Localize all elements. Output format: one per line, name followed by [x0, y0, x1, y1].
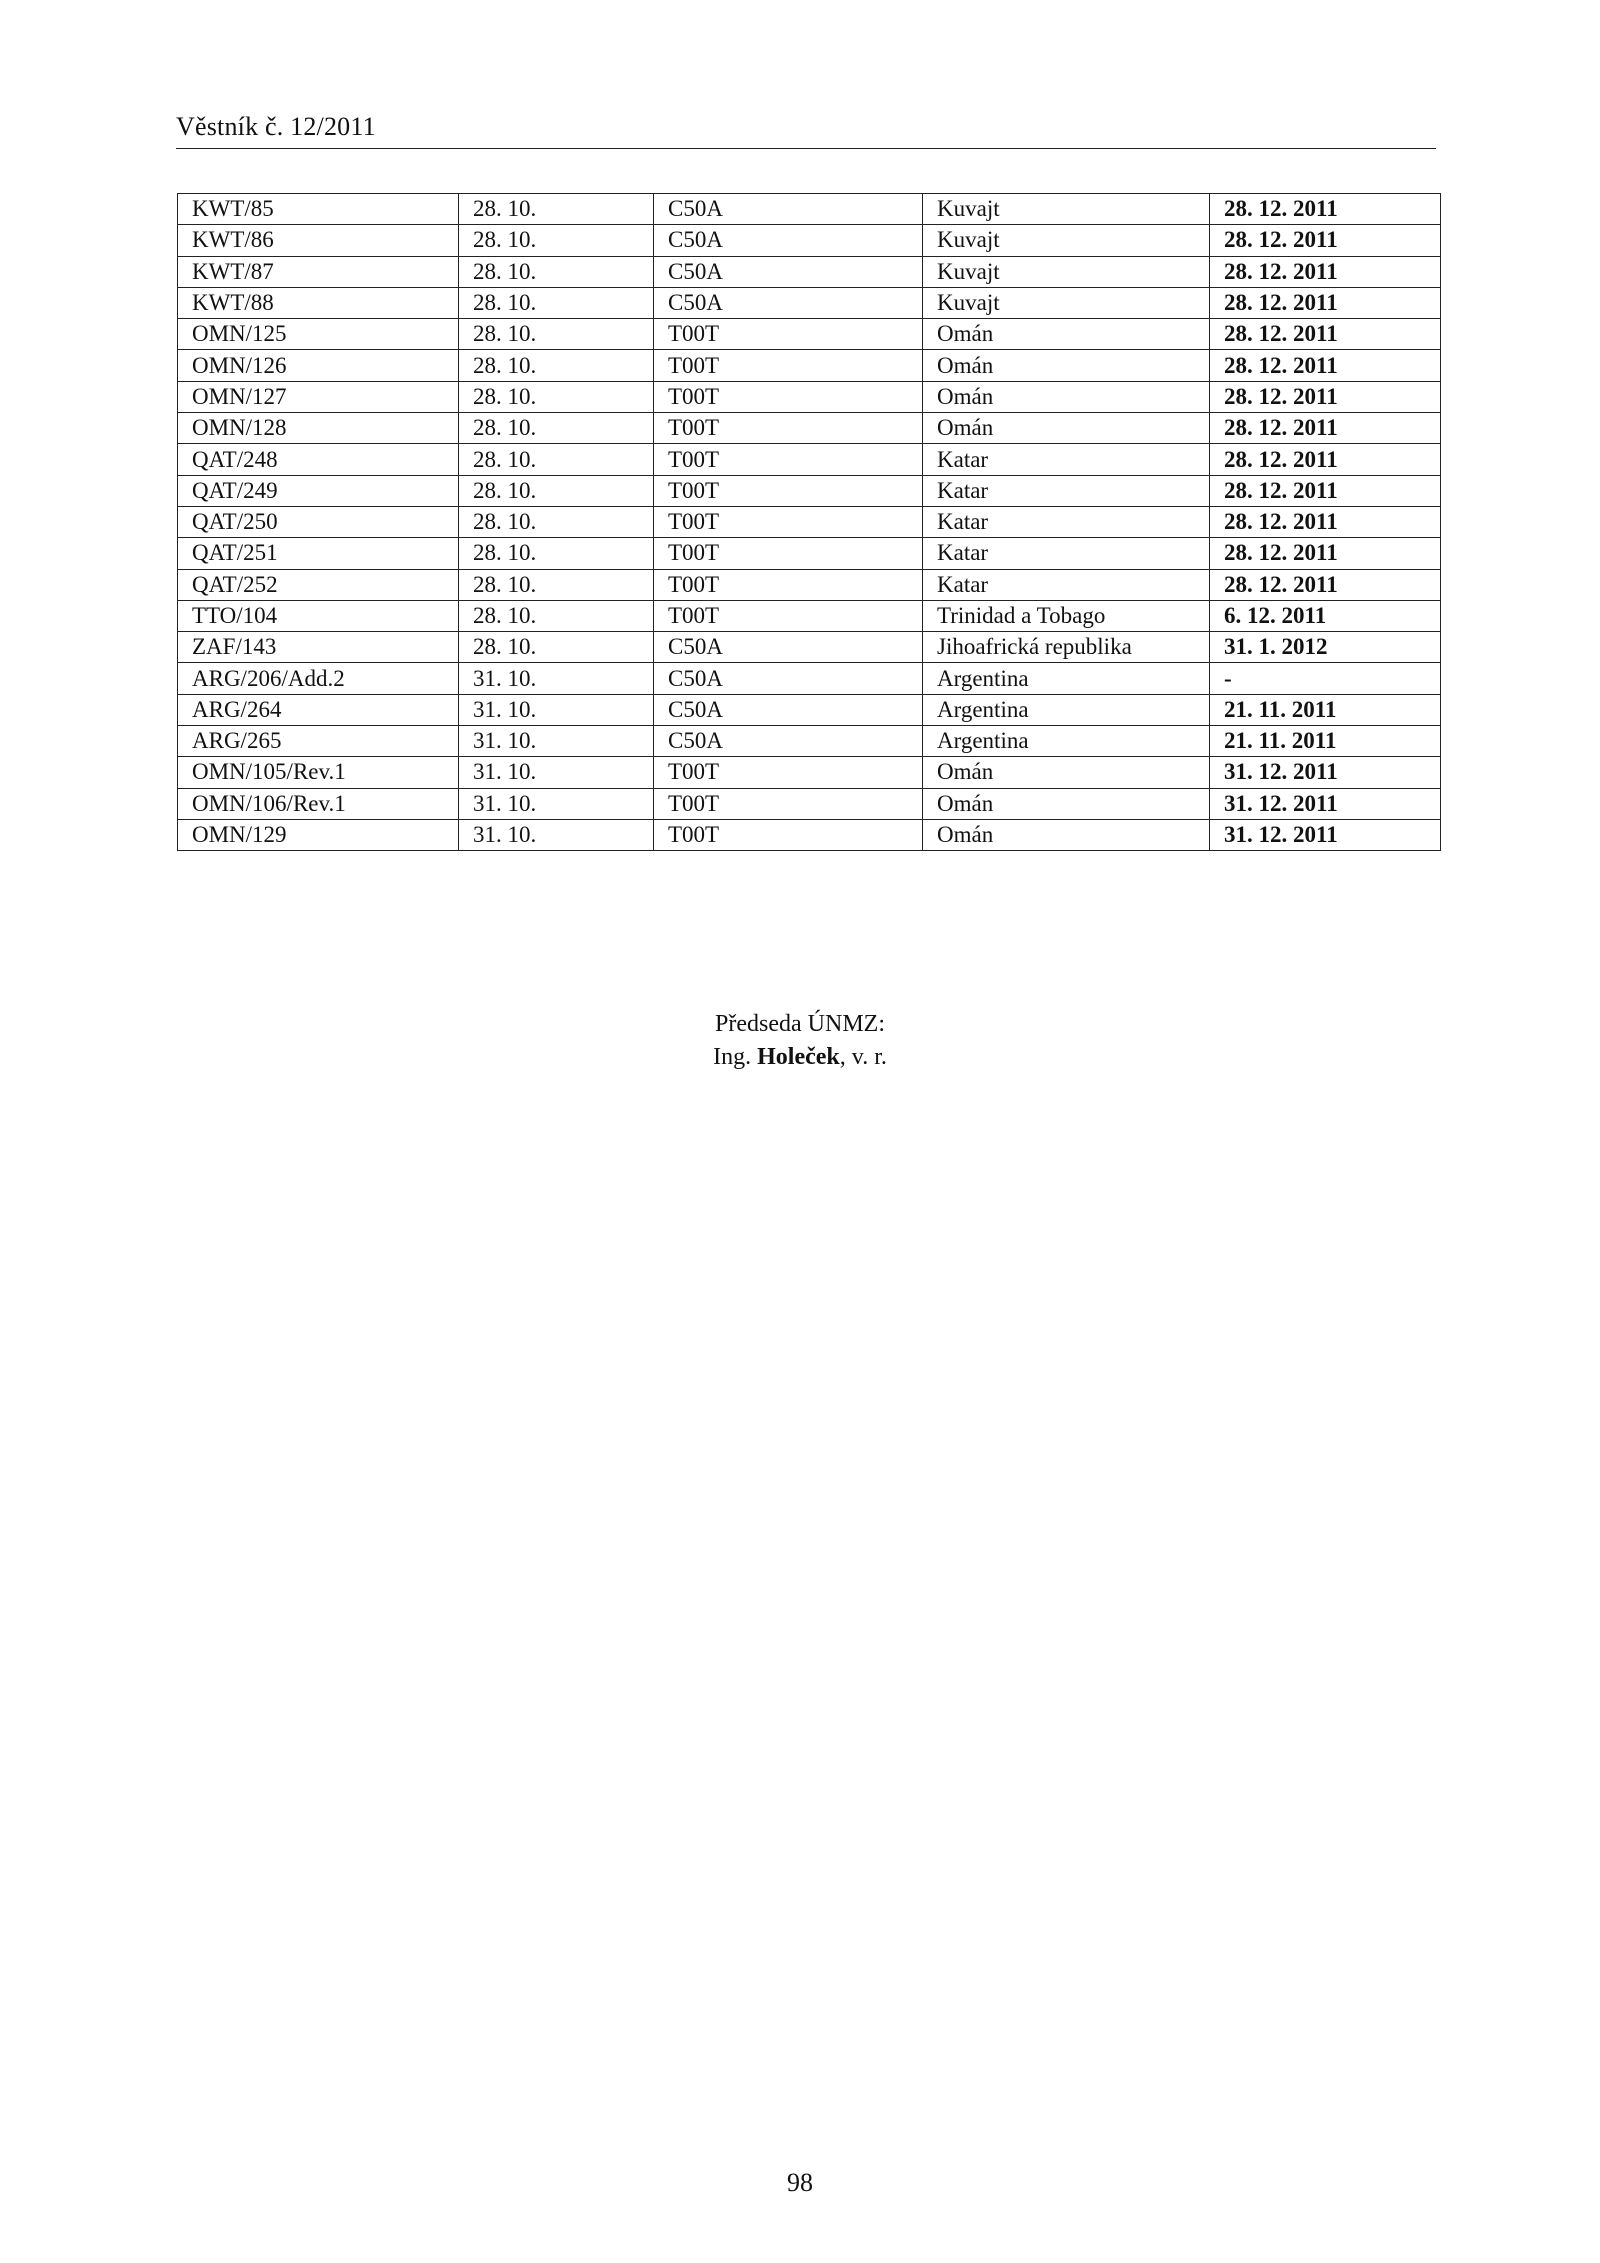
cell-deadline: 28. 12. 2011	[1210, 506, 1441, 537]
signature-prefix: Ing.	[713, 1044, 758, 1070]
cell-code: OMN/125	[178, 319, 459, 350]
cell-deadline: -	[1210, 663, 1441, 694]
table-row	[178, 632, 1441, 663]
table-row	[178, 225, 1441, 256]
table-row	[178, 538, 1441, 569]
cell-country: Argentina	[923, 694, 1210, 725]
cell-code: QAT/252	[178, 569, 459, 600]
cell-deadline: 28. 12. 2011	[1210, 319, 1441, 350]
cell-classification: C50A	[654, 256, 923, 287]
cell-classification: T00T	[654, 788, 923, 819]
table-row	[178, 694, 1441, 725]
cell-deadline: 31. 12. 2011	[1210, 757, 1441, 788]
table-row	[178, 381, 1441, 412]
page-number: 98	[787, 2168, 813, 2197]
table-row	[178, 350, 1441, 381]
cell-classification: T00T	[654, 444, 923, 475]
cell-country: Kuvajt	[923, 287, 1210, 318]
signature-suffix: , v. r.	[839, 1044, 887, 1070]
cell-date: 28. 10.	[459, 413, 654, 444]
cell-country: Kuvajt	[923, 194, 1210, 225]
cell-date: 28. 10.	[459, 381, 654, 412]
cell-country: Argentina	[923, 663, 1210, 694]
cell-date: 28. 10.	[459, 319, 654, 350]
cell-date: 28. 10.	[459, 287, 654, 318]
table-row	[178, 194, 1441, 225]
cell-code: OMN/127	[178, 381, 459, 412]
cell-date: 28. 10.	[459, 225, 654, 256]
cell-deadline: 28. 12. 2011	[1210, 194, 1441, 225]
cell-deadline: 31. 1. 2012	[1210, 632, 1441, 663]
notifications-table	[177, 193, 1441, 851]
cell-date: 28. 10.	[459, 538, 654, 569]
table-row	[178, 788, 1441, 819]
cell-code: OMN/128	[178, 413, 459, 444]
cell-country: Omán	[923, 788, 1210, 819]
cell-deadline: 31. 12. 2011	[1210, 788, 1441, 819]
cell-country: Omán	[923, 319, 1210, 350]
cell-deadline: 21. 11. 2011	[1210, 694, 1441, 725]
cell-date: 31. 10.	[459, 788, 654, 819]
cell-country: Trinidad a Tobago	[923, 600, 1210, 631]
cell-classification: C50A	[654, 225, 923, 256]
bulletin-title: Věstník č. 12/2011	[176, 112, 376, 141]
table-row	[178, 444, 1441, 475]
cell-country: Katar	[923, 475, 1210, 506]
cell-date: 31. 10.	[459, 726, 654, 757]
cell-deadline: 31. 12. 2011	[1210, 819, 1441, 850]
cell-code: OMN/105/Rev.1	[178, 757, 459, 788]
table-row	[178, 319, 1441, 350]
cell-code: QAT/250	[178, 506, 459, 537]
cell-classification: C50A	[654, 726, 923, 757]
table-row	[178, 663, 1441, 694]
cell-date: 28. 10.	[459, 256, 654, 287]
cell-date: 28. 10.	[459, 600, 654, 631]
cell-classification: T00T	[654, 819, 923, 850]
table-row	[178, 600, 1441, 631]
cell-code: TTO/104	[178, 600, 459, 631]
cell-deadline: 28. 12. 2011	[1210, 444, 1441, 475]
cell-date: 31. 10.	[459, 663, 654, 694]
cell-date: 28. 10.	[459, 444, 654, 475]
table-row	[178, 287, 1441, 318]
cell-code: QAT/249	[178, 475, 459, 506]
cell-deadline: 28. 12. 2011	[1210, 225, 1441, 256]
cell-classification: T00T	[654, 475, 923, 506]
cell-classification: T00T	[654, 506, 923, 537]
table-row	[178, 256, 1441, 287]
cell-deadline: 28. 12. 2011	[1210, 538, 1441, 569]
cell-date: 31. 10.	[459, 819, 654, 850]
cell-classification: T00T	[654, 538, 923, 569]
cell-country: Omán	[923, 757, 1210, 788]
cell-classification: C50A	[654, 632, 923, 663]
cell-deadline: 28. 12. 2011	[1210, 413, 1441, 444]
cell-classification: C50A	[654, 194, 923, 225]
signature-surname: Holeček	[757, 1044, 840, 1070]
cell-date: 28. 10.	[459, 632, 654, 663]
cell-country: Katar	[923, 444, 1210, 475]
cell-country: Omán	[923, 381, 1210, 412]
cell-code: ARG/206/Add.2	[178, 663, 459, 694]
cell-code: QAT/251	[178, 538, 459, 569]
cell-code: ARG/265	[178, 726, 459, 757]
cell-classification: C50A	[654, 663, 923, 694]
cell-date: 28. 10.	[459, 475, 654, 506]
cell-country: Argentina	[923, 726, 1210, 757]
cell-deadline: 21. 11. 2011	[1210, 726, 1441, 757]
cell-classification: T00T	[654, 350, 923, 381]
cell-date: 28. 10.	[459, 506, 654, 537]
cell-classification: T00T	[654, 381, 923, 412]
table-row	[178, 819, 1441, 850]
cell-deadline: 28. 12. 2011	[1210, 350, 1441, 381]
page-header	[176, 108, 1436, 149]
cell-code: ZAF/143	[178, 632, 459, 663]
cell-code: KWT/85	[178, 194, 459, 225]
cell-deadline: 28. 12. 2011	[1210, 475, 1441, 506]
table-row	[178, 757, 1441, 788]
cell-deadline: 28. 12. 2011	[1210, 287, 1441, 318]
cell-code: ARG/264	[178, 694, 459, 725]
table-row	[178, 475, 1441, 506]
signature-name	[0, 1041, 1600, 1073]
cell-classification: C50A	[654, 287, 923, 318]
cell-classification: T00T	[654, 600, 923, 631]
cell-classification: T00T	[654, 413, 923, 444]
cell-classification: T00T	[654, 757, 923, 788]
cell-date: 28. 10.	[459, 194, 654, 225]
cell-date: 31. 10.	[459, 694, 654, 725]
cell-date: 28. 10.	[459, 350, 654, 381]
cell-deadline: 6. 12. 2011	[1210, 600, 1441, 631]
table-row	[178, 506, 1441, 537]
cell-deadline: 28. 12. 2011	[1210, 381, 1441, 412]
cell-country: Omán	[923, 350, 1210, 381]
cell-classification: T00T	[654, 319, 923, 350]
cell-country: Katar	[923, 538, 1210, 569]
signature-role: Předseda ÚNMZ:	[715, 1011, 885, 1037]
cell-deadline: 28. 12. 2011	[1210, 569, 1441, 600]
cell-country: Omán	[923, 413, 1210, 444]
table-row	[178, 569, 1441, 600]
cell-code: OMN/126	[178, 350, 459, 381]
cell-country: Katar	[923, 506, 1210, 537]
cell-deadline: 28. 12. 2011	[1210, 256, 1441, 287]
cell-code: QAT/248	[178, 444, 459, 475]
cell-country: Kuvajt	[923, 225, 1210, 256]
cell-code: OMN/106/Rev.1	[178, 788, 459, 819]
cell-classification: T00T	[654, 569, 923, 600]
cell-country: Omán	[923, 819, 1210, 850]
cell-country: Kuvajt	[923, 256, 1210, 287]
cell-code: KWT/87	[178, 256, 459, 287]
cell-country: Jihoafrická republika	[923, 632, 1210, 663]
cell-code: OMN/129	[178, 819, 459, 850]
table-row	[178, 413, 1441, 444]
cell-date: 31. 10.	[459, 757, 654, 788]
table-row	[178, 726, 1441, 757]
cell-classification: C50A	[654, 694, 923, 725]
cell-date: 28. 10.	[459, 569, 654, 600]
cell-code: KWT/88	[178, 287, 459, 318]
cell-country: Katar	[923, 569, 1210, 600]
notifications-table-body	[178, 194, 1441, 851]
cell-code: KWT/86	[178, 225, 459, 256]
